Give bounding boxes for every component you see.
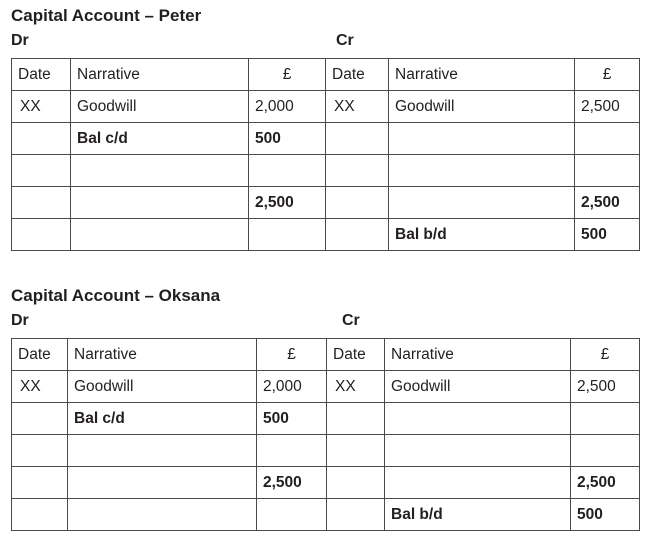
cr-amount-header: £ — [575, 59, 640, 91]
dr-amount-cell: 2,000 — [257, 371, 327, 403]
dr-narrative-cell — [68, 499, 257, 531]
dr-narrative-cell: Bal c/d — [71, 123, 249, 155]
cr-amount-header: £ — [571, 339, 640, 371]
dr-amount-cell: 500 — [257, 403, 327, 435]
cr-narrative-cell — [385, 435, 571, 467]
cr-date-cell — [327, 435, 385, 467]
dr-date-cell — [12, 403, 68, 435]
dr-total-cell: 2,500 — [249, 187, 326, 219]
ledger-header-row — [12, 339, 640, 371]
cr-date-header: Date — [326, 59, 389, 91]
ledger-header-row — [12, 59, 640, 91]
cr-amount-cell: 2,500 — [571, 371, 640, 403]
cr-date-cell: XX — [326, 91, 389, 123]
cr-amount-cell: 500 — [571, 499, 640, 531]
ledger-row — [12, 371, 640, 403]
cr-amount-cell — [571, 435, 640, 467]
cr-narrative-cell: Goodwill — [389, 91, 575, 123]
oksana-cr-label: Cr — [342, 312, 360, 329]
cr-narrative-cell — [389, 155, 575, 187]
dr-narrative-cell — [71, 155, 249, 187]
cr-amount-cell — [571, 403, 640, 435]
dr-narrative-cell: Bal c/d — [68, 403, 257, 435]
cr-narrative-cell — [389, 187, 575, 219]
dr-date-cell — [12, 435, 68, 467]
dr-narrative-cell — [68, 435, 257, 467]
peter-cr-label: Cr — [336, 32, 354, 49]
dr-date-header: Date — [12, 59, 71, 91]
cr-date-cell — [327, 499, 385, 531]
cr-amount-cell — [575, 155, 640, 187]
cr-date-cell — [326, 187, 389, 219]
cr-date-cell — [327, 403, 385, 435]
cr-date-cell: XX — [327, 371, 385, 403]
cr-narrative-header: Narrative — [389, 59, 575, 91]
cr-narrative-cell — [385, 467, 571, 499]
peter-dr-label: Dr — [11, 32, 29, 49]
cr-total-cell: 2,500 — [571, 467, 640, 499]
cr-date-cell — [326, 219, 389, 251]
dr-narrative-header: Narrative — [71, 59, 249, 91]
dr-narrative-cell — [68, 467, 257, 499]
cr-date-cell — [327, 467, 385, 499]
cr-amount-cell: 2,500 — [575, 91, 640, 123]
dr-narrative-cell — [71, 187, 249, 219]
ledger-row — [12, 435, 640, 467]
ledger-row — [12, 155, 640, 187]
cr-narrative-cell: Bal b/d — [385, 499, 571, 531]
cr-narrative-header: Narrative — [385, 339, 571, 371]
oksana-account-title: Capital Account – Oksana — [11, 286, 221, 305]
oksana-ledger-table — [11, 338, 640, 531]
cr-total-cell: 2,500 — [575, 187, 640, 219]
dr-date-header: Date — [12, 339, 68, 371]
ledger-total-row — [12, 187, 640, 219]
dr-amount-cell — [257, 499, 327, 531]
dr-date-cell — [12, 467, 68, 499]
dr-amount-header: £ — [249, 59, 326, 91]
dr-date-cell — [12, 187, 71, 219]
ledger-row — [12, 219, 640, 251]
dr-date-cell — [12, 123, 71, 155]
cr-narrative-cell — [389, 123, 575, 155]
cr-amount-cell: 500 — [575, 219, 640, 251]
ledger-row — [12, 403, 640, 435]
dr-amount-header: £ — [257, 339, 327, 371]
dr-narrative-cell — [71, 219, 249, 251]
dr-date-cell: XX — [12, 371, 68, 403]
dr-amount-cell: 2,000 — [249, 91, 326, 123]
dr-amount-cell: 500 — [249, 123, 326, 155]
dr-total-cell: 2,500 — [257, 467, 327, 499]
ledger-row — [12, 123, 640, 155]
peter-ledger-table — [11, 58, 640, 251]
dr-date-cell — [12, 499, 68, 531]
peter-account-title: Capital Account – Peter — [11, 6, 202, 25]
cr-amount-cell — [575, 123, 640, 155]
dr-date-cell — [12, 155, 71, 187]
oksana-dr-label: Dr — [11, 312, 29, 329]
dr-narrative-cell: Goodwill — [68, 371, 257, 403]
ledger-row — [12, 499, 640, 531]
dr-amount-cell — [257, 435, 327, 467]
cr-narrative-cell: Bal b/d — [389, 219, 575, 251]
cr-date-cell — [326, 123, 389, 155]
cr-narrative-cell: Goodwill — [385, 371, 571, 403]
dr-date-cell — [12, 219, 71, 251]
dr-narrative-cell: Goodwill — [71, 91, 249, 123]
cr-date-header: Date — [327, 339, 385, 371]
dr-date-cell: XX — [12, 91, 71, 123]
ledger-row — [12, 91, 640, 123]
ledger-total-row — [12, 467, 640, 499]
cr-narrative-cell — [385, 403, 571, 435]
cr-date-cell — [326, 155, 389, 187]
dr-amount-cell — [249, 219, 326, 251]
dr-amount-cell — [249, 155, 326, 187]
dr-narrative-header: Narrative — [68, 339, 257, 371]
